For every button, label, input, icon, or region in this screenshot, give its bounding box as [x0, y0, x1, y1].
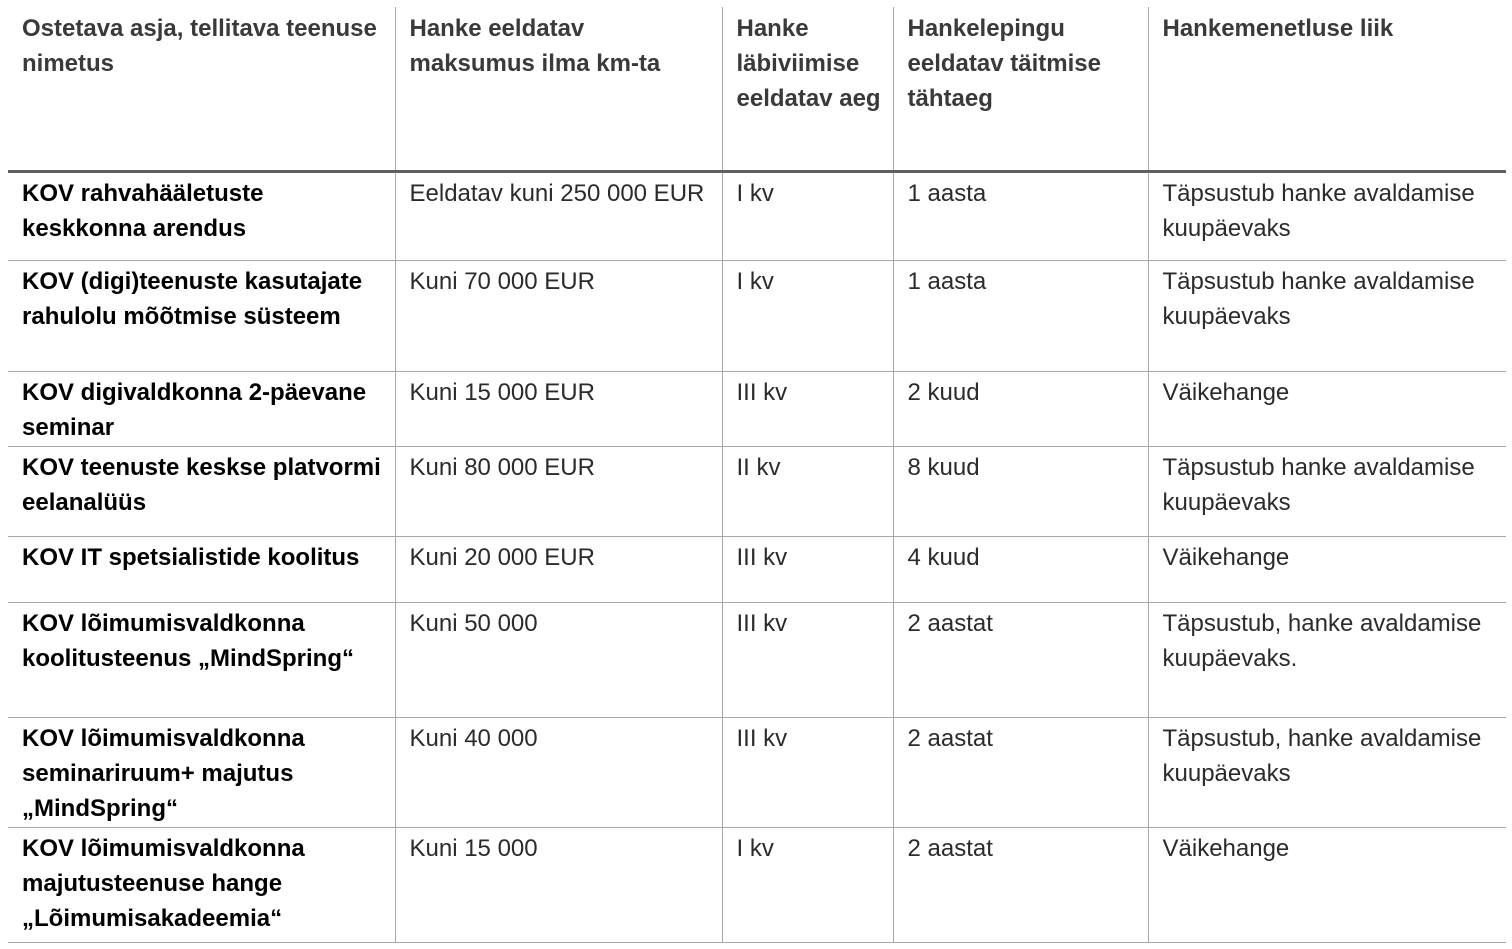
cell-time: I kv: [722, 261, 893, 372]
cell-time: III kv: [722, 603, 893, 718]
cell-name: KOV digivaldkonna 2-päevane seminar: [8, 372, 395, 447]
cell-time: III kv: [722, 537, 893, 603]
table-row: [8, 447, 1506, 537]
cell-procedure: Täpsustub hanke avaldamise kuupäevaks: [1148, 447, 1506, 537]
cell-procedure: Väikehange: [1148, 828, 1506, 943]
cell-name: KOV IT spetsialistide koolitus: [8, 537, 395, 603]
cell-procedure: Täpsustub hanke avaldamise kuupäevaks: [1148, 172, 1506, 261]
cell-cost: Kuni 70 000 EUR: [395, 261, 722, 372]
table-row: [8, 261, 1506, 372]
table-header-row: [8, 7, 1506, 172]
header-procedure: Hankemenetluse liik: [1148, 7, 1506, 172]
cell-procedure: Täpsustub, hanke avaldamise kuupäevaks: [1148, 718, 1506, 828]
cell-name: KOV lõimumisvaldkonna koolitusteenus „MindSpring“: [8, 603, 395, 718]
table-row: [8, 172, 1506, 261]
cell-cost: Eeldatav kuni 250 000 EUR: [395, 172, 722, 261]
header-item-name: Ostetava asja, tellitava teenuse nimetus: [8, 7, 395, 172]
cell-cost: Kuni 50 000: [395, 603, 722, 718]
cell-time: I kv: [722, 828, 893, 943]
cell-term: 2 aastat: [893, 828, 1148, 943]
procurement-table: [8, 7, 1506, 943]
cell-cost: Kuni 80 000 EUR: [395, 447, 722, 537]
cell-term: 4 kuud: [893, 537, 1148, 603]
table-row: [8, 537, 1506, 603]
cell-name: KOV lõimumisvaldkonna majutusteenuse hange „Lõimumisakadeemia“: [8, 828, 395, 943]
cell-name: KOV teenuste keskse platvormi eelanalüüs: [8, 447, 395, 537]
cell-cost: Kuni 20 000 EUR: [395, 537, 722, 603]
table-row: [8, 828, 1506, 943]
cell-time: I kv: [722, 172, 893, 261]
table-row: [8, 603, 1506, 718]
table-row: [8, 372, 1506, 447]
cell-cost: Kuni 40 000: [395, 718, 722, 828]
cell-cost: Kuni 15 000: [395, 828, 722, 943]
cell-time: III kv: [722, 372, 893, 447]
header-time: Hanke läbiviimise eeldatav aeg: [722, 7, 893, 172]
cell-term: 2 aastat: [893, 603, 1148, 718]
cell-term: 2 aastat: [893, 718, 1148, 828]
table-row: [8, 718, 1506, 828]
header-term: Hankelepingu eeldatav täitmise tähtaeg: [893, 7, 1148, 172]
cell-name: KOV (digi)teenuste kasutajate rahulolu mõõtmise süsteem: [8, 261, 395, 372]
cell-procedure: Väikehange: [1148, 372, 1506, 447]
cell-name: KOV rahvahääletuste keskkonna arendus: [8, 172, 395, 261]
cell-term: 8 kuud: [893, 447, 1148, 537]
cell-procedure: Täpsustub, hanke avaldamise kuupäevaks.: [1148, 603, 1506, 718]
cell-cost: Kuni 15 000 EUR: [395, 372, 722, 447]
cell-term: 1 aasta: [893, 172, 1148, 261]
cell-term: 2 kuud: [893, 372, 1148, 447]
header-cost: Hanke eeldatav maksumus ilma km-ta: [395, 7, 722, 172]
cell-procedure: Täpsustub hanke avaldamise kuupäevaks: [1148, 261, 1506, 372]
cell-time: II kv: [722, 447, 893, 537]
cell-procedure: Väikehange: [1148, 537, 1506, 603]
cell-term: 1 aasta: [893, 261, 1148, 372]
cell-time: III kv: [722, 718, 893, 828]
cell-name: KOV lõimumisvaldkonna seminariruum+ majutus „MindSpring“: [8, 718, 395, 828]
